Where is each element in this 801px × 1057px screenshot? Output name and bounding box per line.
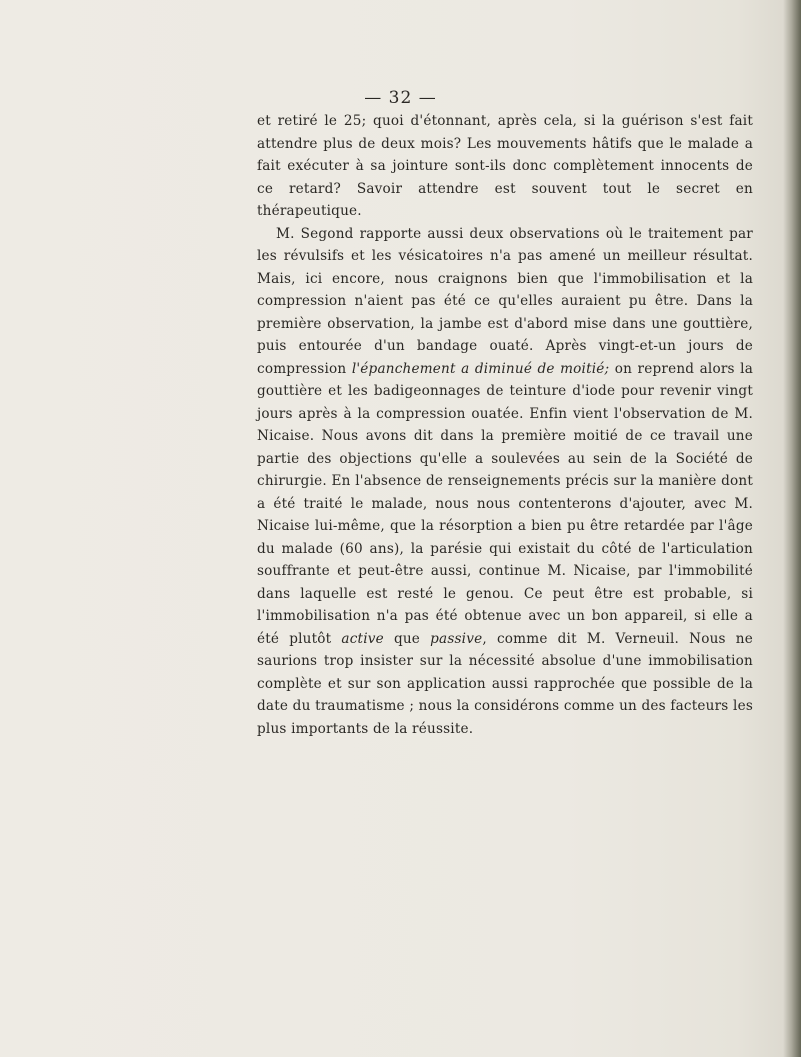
text-run: , comme dit M. Verneuil. Nous ne saurions trop insister sur la nécessité absolue d'une immobilisation complète et sur son application aussi rapprochée que possible de la date du traumatisme ; nous la considérons comme un des facteurs les plus importants de la réussite. [257, 630, 753, 737]
text-run: que [383, 630, 431, 647]
paragraph-2 [257, 223, 753, 741]
page-edge-shadow [783, 0, 801, 1057]
paragraph-1 [257, 110, 753, 223]
italic-text-run: active [341, 630, 384, 647]
italic-text-run: l'épanchement a diminué de moitié; [351, 360, 610, 377]
page-number: — 32 — [364, 88, 437, 108]
text-run: M. Segond rapporte aussi deux observations où le traitement par les révulsifs et les vésicatoires n'a pas amené un meilleur résultat. Mais, ici encore, nous craignons bien que l'immobilisation et la compression n'aient pas été ce qu'elles auraient pu être. Dans la première observation, la jambe est d'abord mise dans une gouttière, puis entourée d'un bandage ouaté. Après vingt-et-un jours de compression [257, 225, 753, 377]
text-run: on reprend alors la gouttière et les badigeonnages de teinture d'iode pour revenir vingt jours après à la compression ouatée. Enfin vient l'observation de M. Nicaise. Nous avons dit dans la première moitié de ce travail une partie des objections qu'elle a soulevées au sein de la Société de chirurgie. En l'absence de renseignements précis sur la manière dont a été traité le malade, nous nous contenterons d'ajouter, avec M. Nicaise lui-même, que la résorption a bien pu être retardée par l'âge du malade (60 ans), la parésie qui existait du côté de l'articulation souffrante et peut-être aussi, continue M. Nicaise, par l'immobilité dans laquelle est resté le genou. Ce peut être est probable, si l'immobilisation n'a pas été obtenue avec un bon appareil, si elle a été plutôt [257, 360, 754, 647]
italic-text-run: passive [430, 630, 483, 647]
text-run: et retiré le 25; quoi d'étonnant, après cela, si la guérison s'est fait attendre plus de deux mois? Les mouvements hâtifs que le malade a fait exécuter à sa jointure sont-ils donc complètement innocents de ce retard? Savoir attendre est souvent tout le secret en thérapeutique. [257, 113, 753, 219]
body-text [257, 110, 753, 740]
